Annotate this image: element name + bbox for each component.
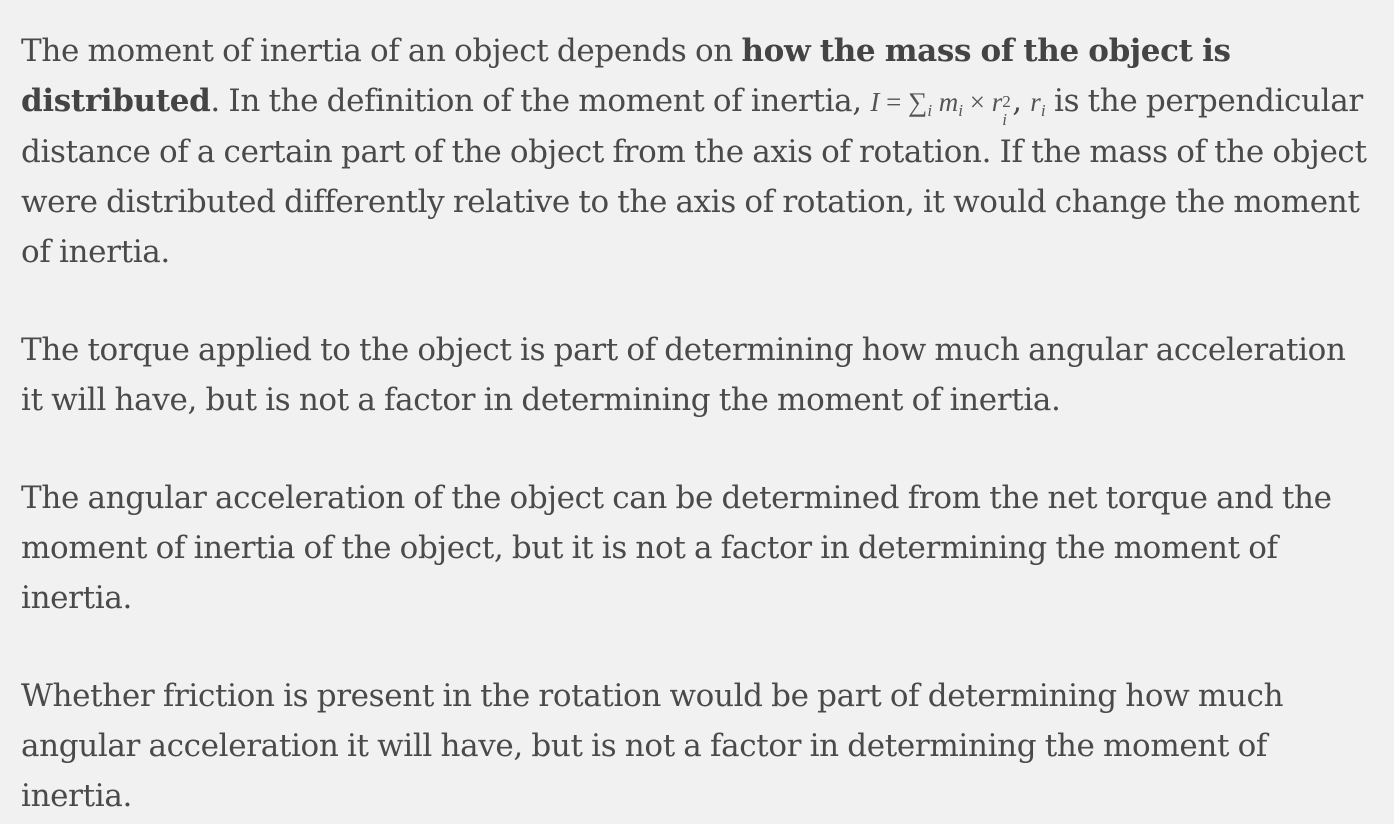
formula-sum-symbol: ∑	[908, 87, 928, 117]
radius-variable	[1030, 87, 1046, 120]
moment-of-inertia-formula	[870, 87, 1012, 129]
formula-mass: m	[938, 87, 959, 117]
radius-variable-index: i	[1040, 101, 1046, 120]
formula-times: ×	[963, 87, 992, 117]
formula-sum-index: i	[927, 101, 933, 120]
paragraph-torque: The torque applied to the object is part of determining how much angular acceleration it will have, but is not a factor in determining the moment of inertia.	[21, 332, 1346, 418]
formula-radius: r	[991, 87, 1003, 117]
formula-radius-index: i	[1002, 110, 1008, 129]
paragraph-angular-acceleration: The angular acceleration of the object can be determined from the net torque and the moment of inertia of the object, but it is not a factor in determining the moment of inertia.	[21, 480, 1332, 616]
paragraph-mass-distribution	[21, 26, 1373, 277]
p1-intro-text: The moment of inertia of an object depends on	[21, 33, 742, 69]
formula-equals: =	[879, 87, 909, 117]
p1-rest-text: is the perpendicular distance of a certain part of the object from the axis of rotation. If the mass of the object were distributed differently relative to the axis of rotation, it would change the moment of inertia.	[21, 83, 1367, 270]
formula-radius-exponent: 2	[1002, 92, 1011, 111]
p1-comma: ,	[1012, 83, 1031, 119]
p1-bold-answer: how the mass of the object is distributed	[21, 33, 1231, 119]
formula-mass-index: i	[958, 101, 964, 120]
paragraph-friction: Whether friction is present in the rotation would be part of determining how much angular acceleration it will have, but is not a factor in determining the moment of inertia.	[21, 678, 1284, 814]
radius-variable-symbol: r	[1030, 87, 1041, 117]
formula-lhs: I	[870, 87, 880, 117]
p1-middle-text: . In the definition of the moment of inertia,	[210, 83, 871, 119]
